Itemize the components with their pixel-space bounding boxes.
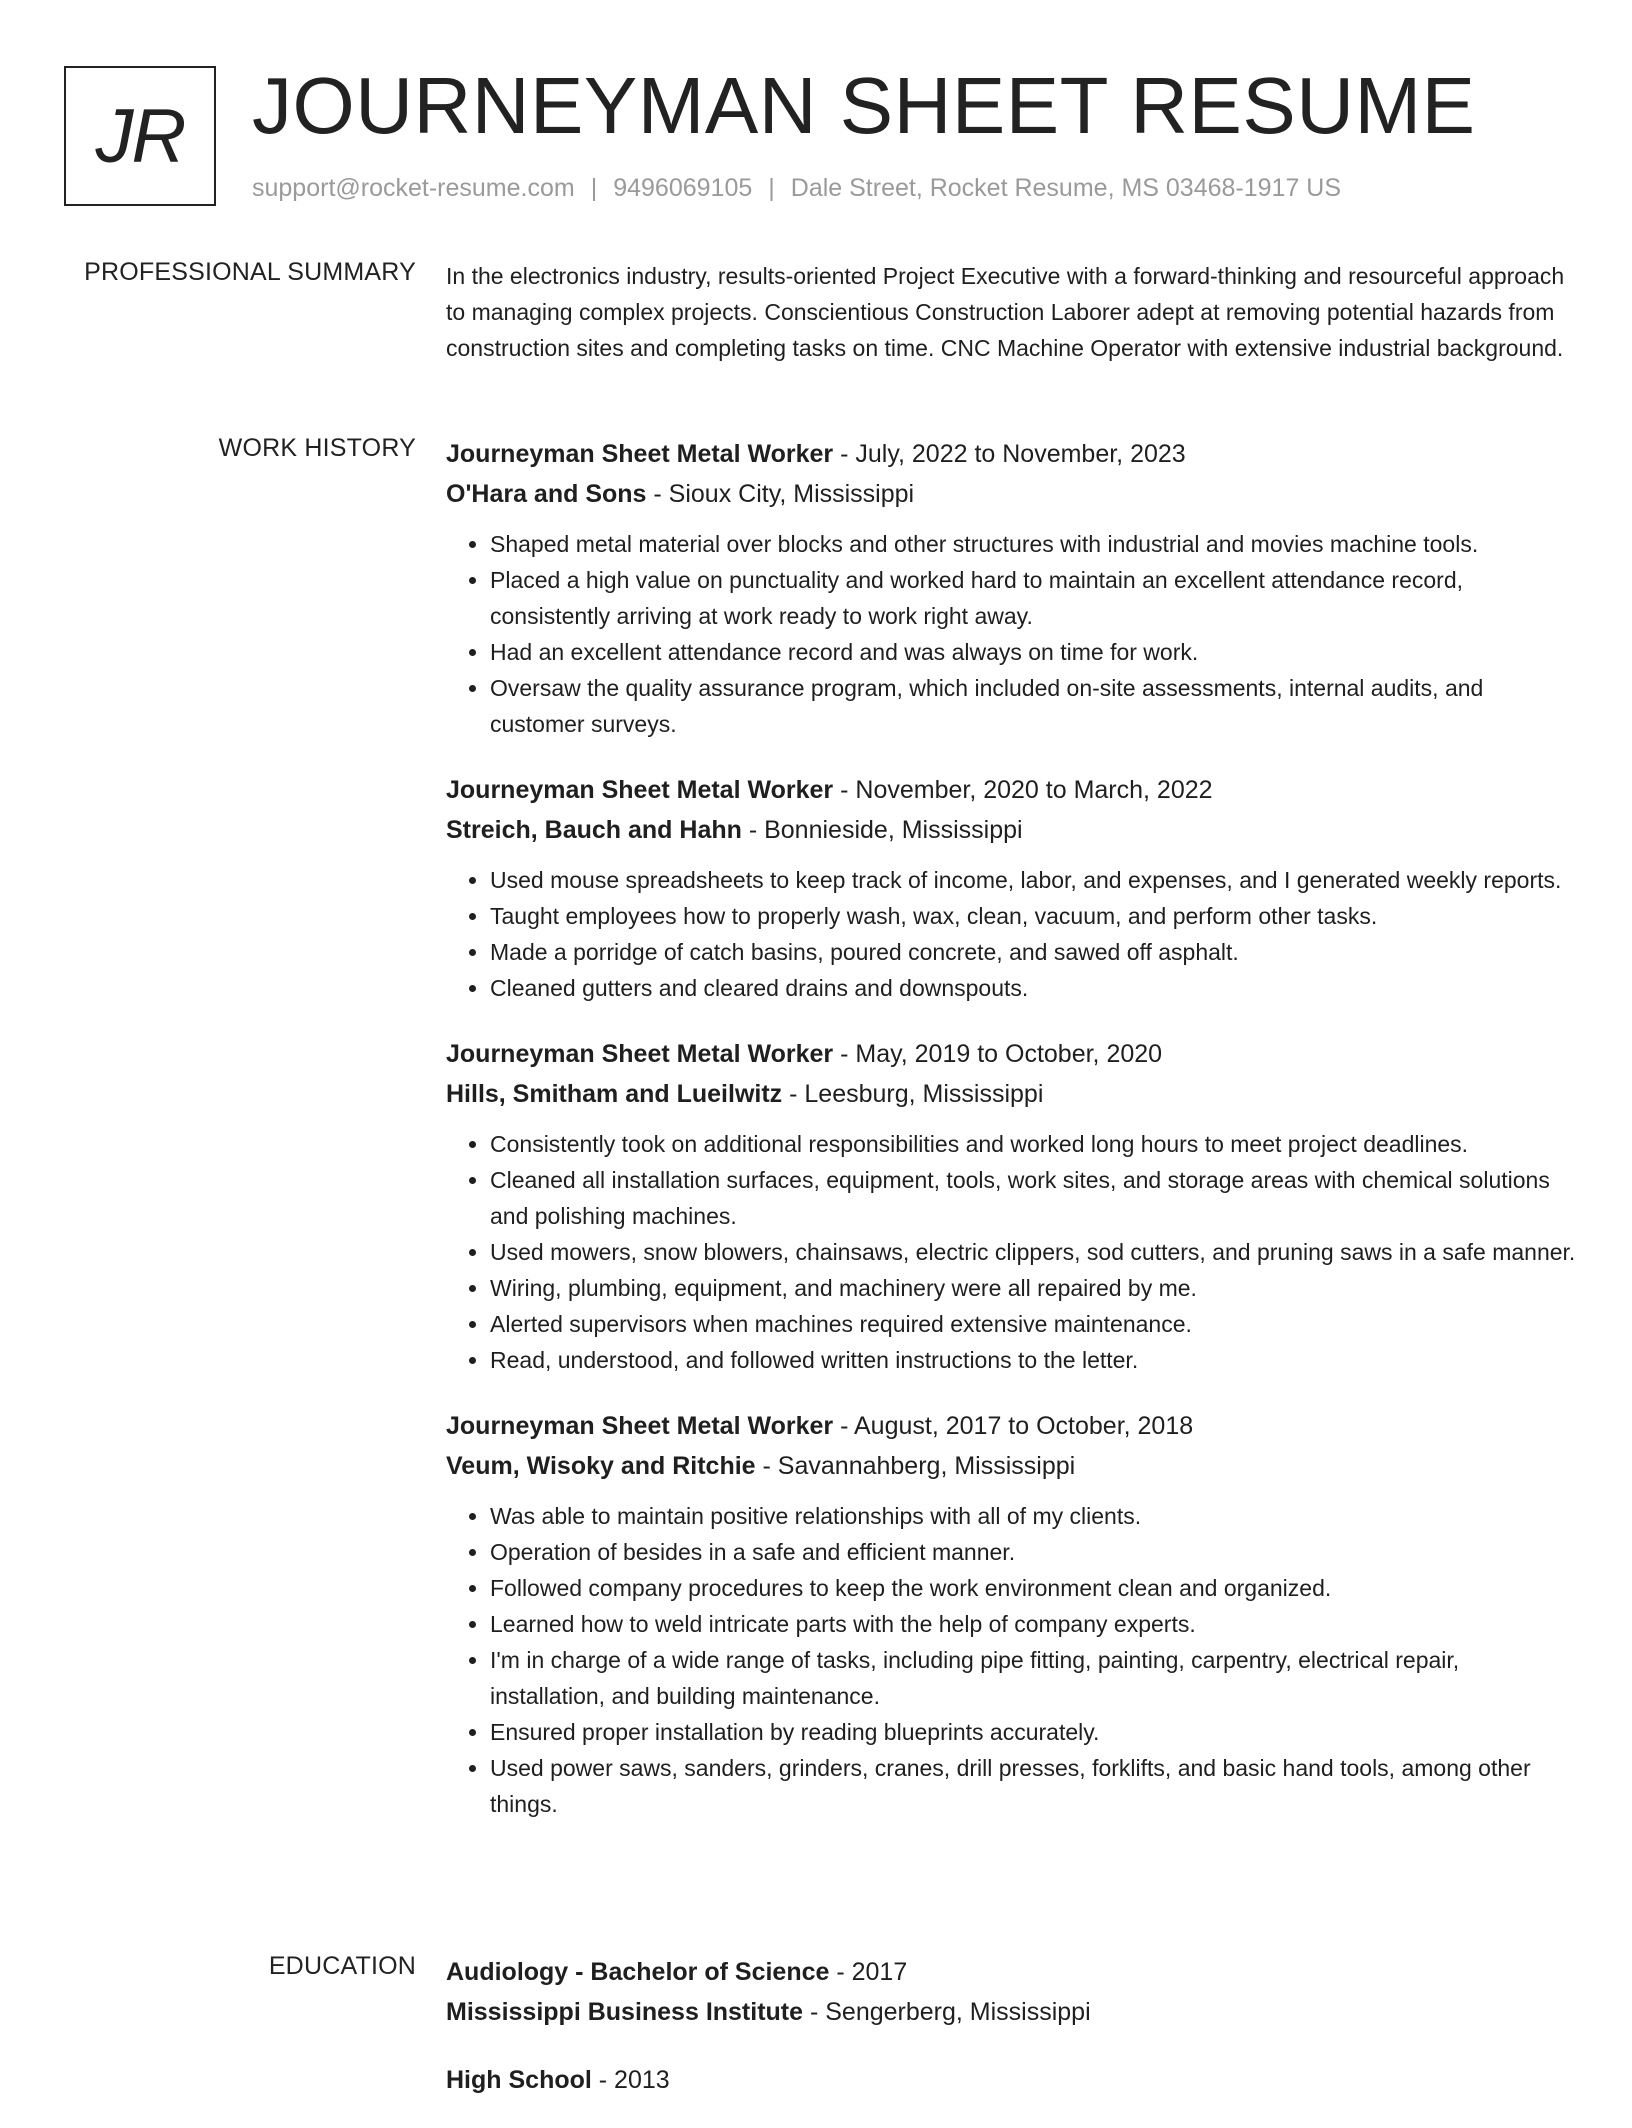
- job-entry: [446, 770, 1576, 1006]
- job-bullet: • I'm in charge of a wide range of tasks, including pipe fitting, painting, carpentry, electrical repair, installation, and building maintenance.: [490, 1642, 1576, 1714]
- job-bullets: [446, 1126, 1576, 1378]
- job-company-line: [446, 474, 1576, 514]
- education-degree-line: [446, 1952, 1576, 1992]
- job-bullet: • Learned how to weld intricate parts with the help of company experts.: [490, 1606, 1576, 1642]
- job-bullet: • Cleaned gutters and cleared drains and downspouts.: [490, 970, 1576, 1006]
- job-bullet: • Made a porridge of catch basins, poured concrete, and sawed off asphalt.: [490, 934, 1576, 970]
- education-degree: High School: [446, 2066, 592, 2094]
- job-title: Journeyman Sheet Metal Worker: [446, 1412, 834, 1440]
- job-bullet: • Had an excellent attendance record and was always on time for work.: [490, 634, 1576, 670]
- job-bullet: • Used mouse spreadsheets to keep track of income, labor, and expenses, and I generated weekly reports.: [490, 862, 1576, 898]
- education-degree: Audiology - Bachelor of Science: [446, 1958, 830, 1986]
- job-bullet: • Consistently took on additional responsibilities and worked long hours to meet project deadlines.: [490, 1126, 1576, 1162]
- job-dates: - August, 2017 to October, 2018: [833, 1412, 1194, 1440]
- resume-title: JOURNEYMAN SHEET RESUME: [252, 61, 1476, 150]
- contact-line: [252, 174, 1341, 203]
- section-label-education: EDUCATION: [268, 1952, 416, 1980]
- job-bullet: • Shaped metal material over blocks and other structures with industrial and movies machine tools.: [490, 526, 1576, 562]
- job-company-line: [446, 1446, 1576, 1486]
- job-location: - Savannahberg, Mississippi: [755, 1452, 1076, 1480]
- job-title: Journeyman Sheet Metal Worker: [446, 776, 834, 804]
- job-dates: - May, 2019 to October, 2020: [833, 1040, 1163, 1068]
- job-bullet: • Cleaned all installation surfaces, equipment, tools, work sites, and storage areas with chemical solutions and polishing machines.: [490, 1162, 1576, 1234]
- job-company: Hills, Smitham and Lueilwitz: [446, 1080, 783, 1108]
- job-title-line: [446, 1406, 1576, 1446]
- job-bullet: • Wiring, plumbing, equipment, and machinery were all repaired by me.: [490, 1270, 1576, 1306]
- job-company-line: [446, 810, 1576, 850]
- job-company-line: [446, 1074, 1576, 1114]
- contact-separator: |: [768, 174, 775, 202]
- job-bullets: [446, 862, 1576, 1006]
- job-bullet: • Used mowers, snow blowers, chainsaws, electric clippers, sod cutters, and pruning saws in a safe manner.: [490, 1234, 1576, 1270]
- summary-text: In the electronics industry, results-oriented Project Executive with a forward-thinking and resourceful approach to managing complex projects. Conscientious Construction Laborer adept at removing potential hazards from construction sites and completing tasks on time. CNC Machine Operator with extensive industrial background.: [446, 263, 1565, 361]
- job-location: - Sioux City, Mississippi: [646, 480, 915, 508]
- job-entry: [446, 434, 1576, 742]
- job-title-line: [446, 770, 1576, 810]
- resume-header: [64, 61, 1592, 216]
- education-school-line: [446, 1992, 1576, 2032]
- job-company: Streich, Bauch and Hahn: [446, 816, 742, 844]
- contact-separator: |: [590, 174, 598, 202]
- job-bullet: • Was able to maintain positive relationships with all of my clients.: [490, 1498, 1576, 1534]
- education-school: Mississippi Business Institute: [446, 1998, 804, 2026]
- contact-phone[interactable]: 9496069105: [613, 174, 753, 202]
- job-bullet: • Read, understood, and followed written instructions to the letter.: [490, 1342, 1576, 1378]
- job-dates: - November, 2020 to March, 2022: [833, 776, 1213, 804]
- education-list: [446, 1952, 1576, 2128]
- education-location: - Sengerberg, Mississippi: [803, 1998, 1091, 2026]
- job-bullet: • Taught employees how to properly wash, wax, clean, vacuum, and perform other tasks.: [490, 898, 1576, 934]
- job-bullet: • Oversaw the quality assurance program, which included on-site assessments, internal audits, and customer surveys.: [490, 670, 1576, 742]
- job-title-line: [446, 1034, 1576, 1074]
- job-bullets: [446, 1498, 1576, 1822]
- job-bullet: • Operation of besides in a safe and efficient manner.: [490, 1534, 1576, 1570]
- job-bullet: • Placed a high value on punctuality and worked hard to maintain an excellent attendance record, consistently arriving at work ready to work right away.: [490, 562, 1576, 634]
- contact-email[interactable]: support@rocket-resume.com: [252, 174, 575, 202]
- job-company: O'Hara and Sons: [446, 480, 647, 508]
- education-entry: [446, 2060, 1576, 2100]
- job-bullet: • Used power saws, sanders, grinders, cranes, drill presses, forklifts, and basic hand tools, among other things.: [490, 1750, 1576, 1822]
- job-location: - Leesburg, Mississippi: [782, 1080, 1044, 1108]
- job-location: - Bonnieside, Mississippi: [741, 816, 1023, 844]
- education-degree-line: [446, 2060, 1576, 2100]
- job-company: Veum, Wisoky and Ritchie: [446, 1452, 756, 1480]
- job-bullet: • Ensured proper installation by reading blueprints accurately.: [490, 1714, 1576, 1750]
- job-bullet: • Alerted supervisors when machines required extensive maintenance.: [490, 1306, 1576, 1342]
- education-entry: [446, 1952, 1576, 2032]
- work-history-list: [446, 434, 1576, 1850]
- job-title: Journeyman Sheet Metal Worker: [446, 1040, 834, 1068]
- section-label-summary: PROFESSIONAL SUMMARY: [84, 258, 416, 286]
- monogram-logo: JR: [64, 66, 216, 206]
- job-title-line: [446, 434, 1576, 474]
- job-title: Journeyman Sheet Metal Worker: [446, 440, 834, 468]
- education-year: - 2017: [829, 1958, 908, 1986]
- section-label-work-history: WORK HISTORY: [218, 434, 416, 462]
- job-entry: [446, 1034, 1576, 1378]
- contact-address: Dale Street, Rocket Resume, MS 03468-1917 US: [790, 174, 1342, 202]
- job-entry: [446, 1406, 1576, 1822]
- job-bullets: [446, 526, 1576, 742]
- job-dates: - July, 2022 to November, 2023: [833, 440, 1186, 468]
- education-year: - 2013: [591, 2066, 670, 2094]
- job-bullet: • Followed company procedures to keep the work environment clean and organized.: [490, 1570, 1576, 1606]
